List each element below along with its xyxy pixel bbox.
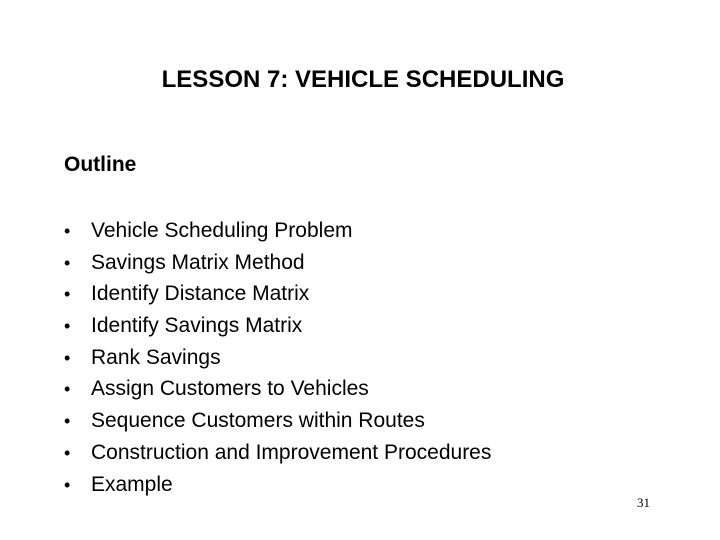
outline-item-label: Sequence Customers within Routes (91, 409, 425, 433)
outline-item (64, 342, 491, 374)
bullet-icon: • (64, 474, 71, 495)
outline-item-label: Savings Matrix Method (91, 250, 305, 274)
outline-item-label: Construction and Improvement Procedures (91, 440, 492, 464)
bullet-icon: • (64, 379, 71, 400)
outline-item (64, 469, 491, 501)
outline-list (64, 215, 491, 500)
outline-item (64, 373, 491, 405)
outline-item (64, 247, 491, 279)
outline-heading: Outline (64, 153, 137, 176)
bullet-icon: • (64, 316, 71, 337)
bullet-icon: • (64, 284, 71, 305)
outline-item-label: Assign Customers to Vehicles (91, 377, 369, 401)
bullet-icon: • (64, 347, 71, 368)
slide-title: LESSON 7: VEHICLE SCHEDULING (161, 66, 565, 93)
outline-item (64, 310, 491, 342)
outline-item-label: Identify Distance Matrix (91, 282, 310, 306)
outline-item-label: Example (91, 472, 173, 496)
bullet-icon: • (64, 252, 71, 273)
outline-item-label: Rank Savings (91, 345, 221, 369)
outline-item-label: Identify Savings Matrix (91, 314, 303, 338)
bullet-icon: • (64, 442, 71, 463)
outline-item (64, 215, 491, 247)
outline-item-label: Vehicle Scheduling Problem (91, 219, 353, 242)
bullet-icon: • (64, 411, 71, 432)
page-number: 31 (637, 495, 650, 510)
bullet-icon: • (64, 221, 71, 241)
outline-item (64, 437, 491, 469)
outline-item (64, 278, 491, 310)
outline-item (64, 405, 491, 437)
